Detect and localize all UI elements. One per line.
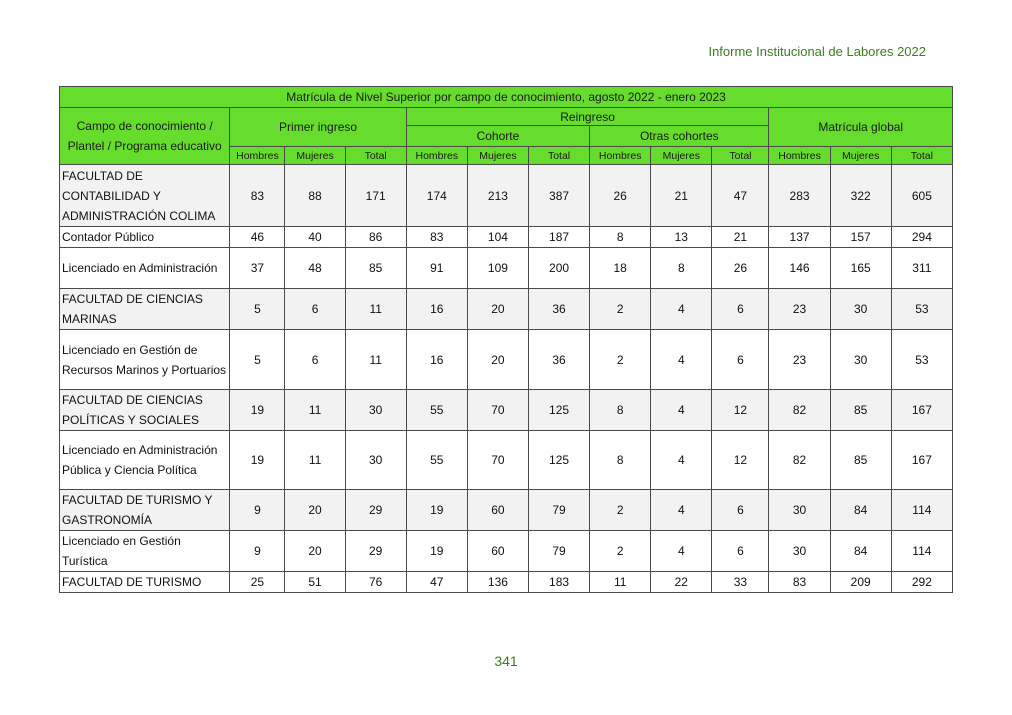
- cell-value: 6: [285, 289, 345, 330]
- cell-value: 283: [769, 165, 830, 227]
- cell-value: 21: [651, 165, 712, 227]
- cell-value: 33: [712, 572, 769, 593]
- cell-value: 76: [345, 572, 406, 593]
- cell-value: 2: [590, 330, 651, 390]
- cell-value: 6: [285, 330, 345, 390]
- cell-value: 48: [285, 248, 345, 289]
- cell-value: 79: [528, 531, 589, 572]
- table-row: [60, 431, 953, 490]
- cell-value: 8: [590, 227, 651, 248]
- cell-value: 30: [345, 431, 406, 490]
- cell-value: 137: [769, 227, 830, 248]
- cell-value: 30: [769, 490, 830, 531]
- cell-value: 183: [528, 572, 589, 593]
- col-total: Total: [712, 147, 769, 165]
- row-label: FACULTAD DE CIENCIAS POLÍTICAS Y SOCIALES: [60, 390, 230, 431]
- col-mujeres: Mujeres: [830, 147, 891, 165]
- cell-value: 5: [230, 330, 285, 390]
- row-label: Contador Público: [60, 227, 230, 248]
- table-row: [60, 531, 953, 572]
- cell-value: 11: [345, 330, 406, 390]
- cell-value: 85: [345, 248, 406, 289]
- row-label: FACULTAD DE CIENCIAS MARINAS: [60, 289, 230, 330]
- cell-value: 4: [651, 390, 712, 431]
- cell-value: 16: [406, 289, 467, 330]
- cell-value: 605: [891, 165, 952, 227]
- cell-value: 4: [651, 490, 712, 531]
- cell-value: 167: [891, 390, 952, 431]
- col-total: Total: [891, 147, 952, 165]
- cell-value: 5: [230, 289, 285, 330]
- cell-value: 70: [467, 390, 528, 431]
- cell-value: 213: [467, 165, 528, 227]
- cell-value: 20: [285, 531, 345, 572]
- cell-value: 40: [285, 227, 345, 248]
- cell-value: 18: [590, 248, 651, 289]
- col-mujeres: Mujeres: [285, 147, 345, 165]
- cell-value: 322: [830, 165, 891, 227]
- cell-value: 4: [651, 289, 712, 330]
- cell-value: 47: [406, 572, 467, 593]
- cell-value: 4: [651, 330, 712, 390]
- cell-value: 85: [830, 390, 891, 431]
- cell-value: 4: [651, 431, 712, 490]
- col-hombres: Hombres: [590, 147, 651, 165]
- cell-value: 20: [467, 289, 528, 330]
- cell-value: 11: [590, 572, 651, 593]
- col-hombres: Hombres: [406, 147, 467, 165]
- cell-value: 30: [769, 531, 830, 572]
- cell-value: 146: [769, 248, 830, 289]
- row-label: Licenciado en Administración: [60, 248, 230, 289]
- cell-value: 8: [590, 431, 651, 490]
- cell-value: 11: [345, 289, 406, 330]
- cell-value: 125: [528, 390, 589, 431]
- cell-value: 37: [230, 248, 285, 289]
- cell-value: 88: [285, 165, 345, 227]
- cell-value: 8: [651, 248, 712, 289]
- cell-value: 6: [712, 289, 769, 330]
- cell-value: 60: [467, 531, 528, 572]
- cell-value: 70: [467, 431, 528, 490]
- cell-value: 29: [345, 531, 406, 572]
- reingreso-header: Reingreso: [406, 108, 769, 126]
- cell-value: 2: [590, 531, 651, 572]
- cell-value: 36: [528, 330, 589, 390]
- cell-value: 311: [891, 248, 952, 289]
- cell-value: 2: [590, 490, 651, 531]
- cell-value: 85: [830, 431, 891, 490]
- row-label: Licenciado en Gestión Turística: [60, 531, 230, 572]
- table-title: Matrícula de Nivel Superior por campo de conocimiento, agosto 2022 - enero 2023: [60, 87, 953, 108]
- cell-value: 23: [769, 330, 830, 390]
- cell-value: 19: [230, 390, 285, 431]
- cell-value: 187: [528, 227, 589, 248]
- page-number: 341: [494, 653, 518, 669]
- cell-value: 114: [891, 531, 952, 572]
- cell-value: 19: [230, 431, 285, 490]
- col-mujeres: Mujeres: [651, 147, 712, 165]
- cell-value: 26: [590, 165, 651, 227]
- cell-value: 26: [712, 248, 769, 289]
- cell-value: 125: [528, 431, 589, 490]
- row-label: FACULTAD DE CONTABILIDAD Y ADMINISTRACIÓN COLIMA: [60, 165, 230, 227]
- cell-value: 55: [406, 431, 467, 490]
- cell-value: 4: [651, 531, 712, 572]
- enrollment-table: [59, 86, 953, 593]
- cell-value: 51: [285, 572, 345, 593]
- cell-value: 13: [651, 227, 712, 248]
- table-row: [60, 390, 953, 431]
- cell-value: 79: [528, 490, 589, 531]
- cell-value: 8: [590, 390, 651, 431]
- report-header-title: Informe Institucional de Labores 2022: [708, 44, 926, 59]
- cell-value: 387: [528, 165, 589, 227]
- cell-value: 104: [467, 227, 528, 248]
- matricula-global-header: Matrícula global: [769, 108, 953, 147]
- col-total: Total: [528, 147, 589, 165]
- cell-value: 29: [345, 490, 406, 531]
- cell-value: 30: [345, 390, 406, 431]
- cell-value: 209: [830, 572, 891, 593]
- campo-header: Campo de conocimiento / Plantel / Programa educativo: [60, 108, 230, 165]
- cell-value: 20: [467, 330, 528, 390]
- cell-value: 157: [830, 227, 891, 248]
- cell-value: 91: [406, 248, 467, 289]
- table-row: [60, 227, 953, 248]
- cell-value: 171: [345, 165, 406, 227]
- cell-value: 36: [528, 289, 589, 330]
- cell-value: 25: [230, 572, 285, 593]
- cell-value: 20: [285, 490, 345, 531]
- cell-value: 55: [406, 390, 467, 431]
- cell-value: 83: [769, 572, 830, 593]
- cell-value: 12: [712, 431, 769, 490]
- cell-value: 109: [467, 248, 528, 289]
- col-hombres: Hombres: [769, 147, 830, 165]
- cell-value: 114: [891, 490, 952, 531]
- cell-value: 84: [830, 490, 891, 531]
- row-label: Licenciado en Gestión de Recursos Marinos y Portuarios: [60, 330, 230, 390]
- cell-value: 47: [712, 165, 769, 227]
- otras-cohortes-header: Otras cohortes: [590, 126, 769, 147]
- cell-value: 9: [230, 531, 285, 572]
- cell-value: 83: [406, 227, 467, 248]
- table-row: [60, 572, 953, 593]
- col-mujeres: Mujeres: [467, 147, 528, 165]
- cell-value: 200: [528, 248, 589, 289]
- primer-ingreso-header: Primer ingreso: [230, 108, 406, 147]
- table-row: [60, 248, 953, 289]
- table-row: [60, 490, 953, 531]
- cell-value: 9: [230, 490, 285, 531]
- cell-value: 16: [406, 330, 467, 390]
- cell-value: 19: [406, 490, 467, 531]
- table-row: [60, 289, 953, 330]
- cell-value: 46: [230, 227, 285, 248]
- cell-value: 21: [712, 227, 769, 248]
- cell-value: 6: [712, 531, 769, 572]
- cell-value: 11: [285, 431, 345, 490]
- row-label: Licenciado en Administración Pública y Ciencia Política: [60, 431, 230, 490]
- col-hombres: Hombres: [230, 147, 285, 165]
- cell-value: 165: [830, 248, 891, 289]
- cohorte-header: Cohorte: [406, 126, 589, 147]
- row-label: FACULTAD DE TURISMO Y GASTRONOMÍA: [60, 490, 230, 531]
- cell-value: 82: [769, 431, 830, 490]
- cell-value: 174: [406, 165, 467, 227]
- table-row: [60, 330, 953, 390]
- cell-value: 53: [891, 330, 952, 390]
- cell-value: 136: [467, 572, 528, 593]
- col-total: Total: [345, 147, 406, 165]
- cell-value: 294: [891, 227, 952, 248]
- cell-value: 30: [830, 289, 891, 330]
- cell-value: 53: [891, 289, 952, 330]
- table-row: [60, 165, 953, 227]
- cell-value: 30: [830, 330, 891, 390]
- cell-value: 86: [345, 227, 406, 248]
- cell-value: 6: [712, 490, 769, 531]
- cell-value: 2: [590, 289, 651, 330]
- cell-value: 84: [830, 531, 891, 572]
- cell-value: 19: [406, 531, 467, 572]
- cell-value: 22: [651, 572, 712, 593]
- cell-value: 83: [230, 165, 285, 227]
- cell-value: 292: [891, 572, 952, 593]
- cell-value: 11: [285, 390, 345, 431]
- row-label: FACULTAD DE TURISMO: [60, 572, 230, 593]
- cell-value: 60: [467, 490, 528, 531]
- cell-value: 12: [712, 390, 769, 431]
- cell-value: 23: [769, 289, 830, 330]
- cell-value: 167: [891, 431, 952, 490]
- cell-value: 6: [712, 330, 769, 390]
- cell-value: 82: [769, 390, 830, 431]
